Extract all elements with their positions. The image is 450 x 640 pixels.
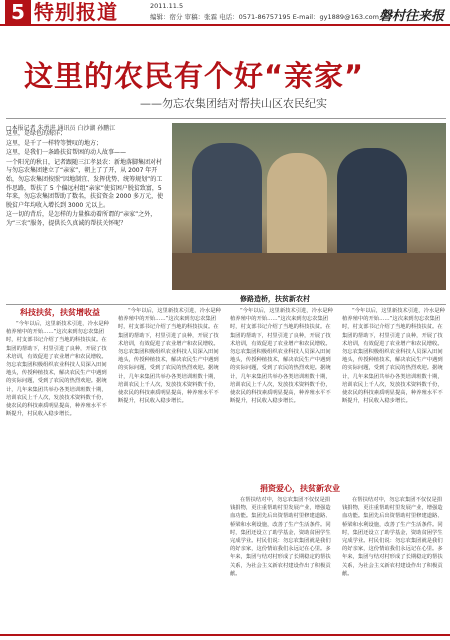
body-text: “今年以后，这里新技术引进，冷水是种植养殖中的开始……”这次来到勿忘农集团时，村支部书记介绍了当地的科技扶贫。在集团的帮助下，村里引进了良种，开展了技术培训，有效促进了农业增产和农民增收。勿忘农集团积极组织农业科技人员深入田间地头，传授种植技术，解决农民生产中遇到的实际问题，受到了农民的热烈欢迎。据统计，几年来集团共举办各类培训班数十期，培训农民上千人次，发放技术资料数千份，使农民的科技素质明显提高，种养殖水平不断提升，村民收入稳步增长。 xyxy=(342,308,445,405)
page-number: 5 xyxy=(5,0,31,24)
photo-figure xyxy=(267,153,327,263)
article-photo xyxy=(172,123,446,290)
article-title: 这里的农民有个好“亲家” xyxy=(24,59,365,93)
body-column xyxy=(342,307,446,457)
lead-line: 这里，是绿色的海洋； xyxy=(6,130,67,137)
lead-paragraph: 一个阳光的秋日，记者跟随三江孝县农：新地落脚集团对村与勿忘农集团建立了“亲家”，朝上了了开，从 2007 年开始，勿忘农集团按照“因地制宜、发挥优势、统筹规划”的工作思路，帮扶了 5 个偏远村组“亲家”使贫困户脱贫致富，5 年来，勿忘农集团帮助了数名，扶贫资金 2000 多万元，使脱贫户年均收入增长到 3000 元以上。 xyxy=(6,158,164,209)
body-column xyxy=(6,320,111,632)
body-text: 在帮扶结对中，勿忘农集团不仅仅是捐钱捐物，更注重帮助村里发展产业，增强造血功能。集团先后出资帮助村里修建道路、桥梁和水利设施，改善了生产生活条件。同时，集团还设立了助学基金，资助贫困学生完成学业。村民们说：勿忘农集团就是我们的好亲家，这份情谊我们永远记在心里。多年来，集团与结对村形成了长期稳定的帮扶关系，为社会主义新农村建设作出了积极贡献。 xyxy=(230,497,331,577)
photo-figure xyxy=(337,148,407,268)
title-divider xyxy=(6,118,446,119)
body-column xyxy=(118,307,223,632)
issue-date: 2011.11.5 xyxy=(150,2,184,10)
newspaper-logo: 磐村往来报 xyxy=(378,9,444,24)
body-divider xyxy=(6,304,446,305)
section-title: 特别报道 xyxy=(34,0,118,24)
editor-contact-line: 编辑：宿分 审稿：张霖 电话：0571-86757195 E-mail：gy1889@163.com xyxy=(150,13,379,21)
page-header xyxy=(0,0,450,24)
body-column xyxy=(342,496,446,632)
body-text: “今年以后，这里新技术引进，冷水是种植养殖中的开始……”这次来到勿忘农集团时，村支部书记介绍了当地的科技扶贫。在集团的帮助下，村里引进了良种，开展了技术培训，有效促进了农业增产和农民增收。勿忘农集团积极组织农业科技人员深入田间地头，传授种植技术，解决农民生产中遇到的实际问题，受到了农民的热烈欢迎。据统计，几年来集团共举办各类培训班数十期，培训农民上千人次，发放技术资料数千份，使农民的科技素质明显提高，种养殖水平不断提升，村民收入稳步增长。 xyxy=(6,321,109,418)
byline: □本报记者 朱勇进 通讯员 白沙湖 孙鹏江 xyxy=(6,125,116,132)
lead-line: 这里，是千了一样特等赞叹的地方； xyxy=(6,139,103,147)
photo-ground xyxy=(172,253,446,290)
body-column xyxy=(230,307,335,457)
section-heading: 捐资爱心，扶贫新农业 xyxy=(260,484,340,493)
lead-paragraphs xyxy=(6,130,166,230)
lead-paragraph: 这一切的背后，是怎样的力量推动着所谓的“亲家”之外，为“三农”服务，提供长久真诚的帮扶关怀呢？ xyxy=(6,211,157,227)
body-column xyxy=(230,496,335,632)
photo-caption: 修路造桥，扶贫新农村 xyxy=(240,295,310,303)
lead-line: 这里，是我们一条路扶贫帮困的动人故事—— xyxy=(6,149,127,157)
header-divider xyxy=(0,24,450,26)
section-heading: 科技扶贫，扶贫增收益 xyxy=(20,308,100,317)
photo-figure xyxy=(192,143,262,263)
body-text: “今年以后，这里新技术引进，冷水是种植养殖中的开始……”这次来到勿忘农集团时，村支部书记介绍了当地的科技扶贫。在集团的帮助下，村里引进了良种，开展了技术培训，有效促进了农业增产和农民增收。勿忘农集团积极组织农业科技人员深入田间地头，传授种植技术，解决农民生产中遇到的实际问题，受到了农民的热烈欢迎。据统计，几年来集团共举办各类培训班数十期，培训农民上千人次，发放技术资料数千份，使农民的科技素质明显提高，种养殖水平不断提升，村民收入稳步增长。 xyxy=(230,308,333,405)
article-subtitle: ——勿忘农集团结对帮扶山区农民纪实 xyxy=(140,97,327,110)
body-text: “今年以后，这里新技术引进，冷水是种植养殖中的开始……”这次来到勿忘农集团时，村支部书记介绍了当地的科技扶贫。在集团的帮助下，村里引进了良种，开展了技术培训，有效促进了农业增产和农民增收。勿忘农集团积极组织农业科技人员深入田间地头，传授种植技术，解决农民生产中遇到的实际问题，受到了农民的热烈欢迎。据统计，几年来集团共举办各类培训班数十期，培训农民上千人次，发放技术资料数千份，使农民的科技素质明显提高，种养殖水平不断提升，村民收入稳步增长。 xyxy=(118,308,221,405)
body-text: 在帮扶结对中，勿忘农集团不仅仅是捐钱捐物，更注重帮助村里发展产业，增强造血功能。集团先后出资帮助村里修建道路、桥梁和水利设施，改善了生产生活条件。同时，集团还设立了助学基金，资助贫困学生完成学业。村民们说：勿忘农集团就是我们的好亲家，这份情谊我们永远记在心里。多年来，集团与结对村形成了长期稳定的帮扶关系，为社会主义新农村建设作出了积极贡献。 xyxy=(342,497,443,577)
footer-divider xyxy=(0,634,450,636)
